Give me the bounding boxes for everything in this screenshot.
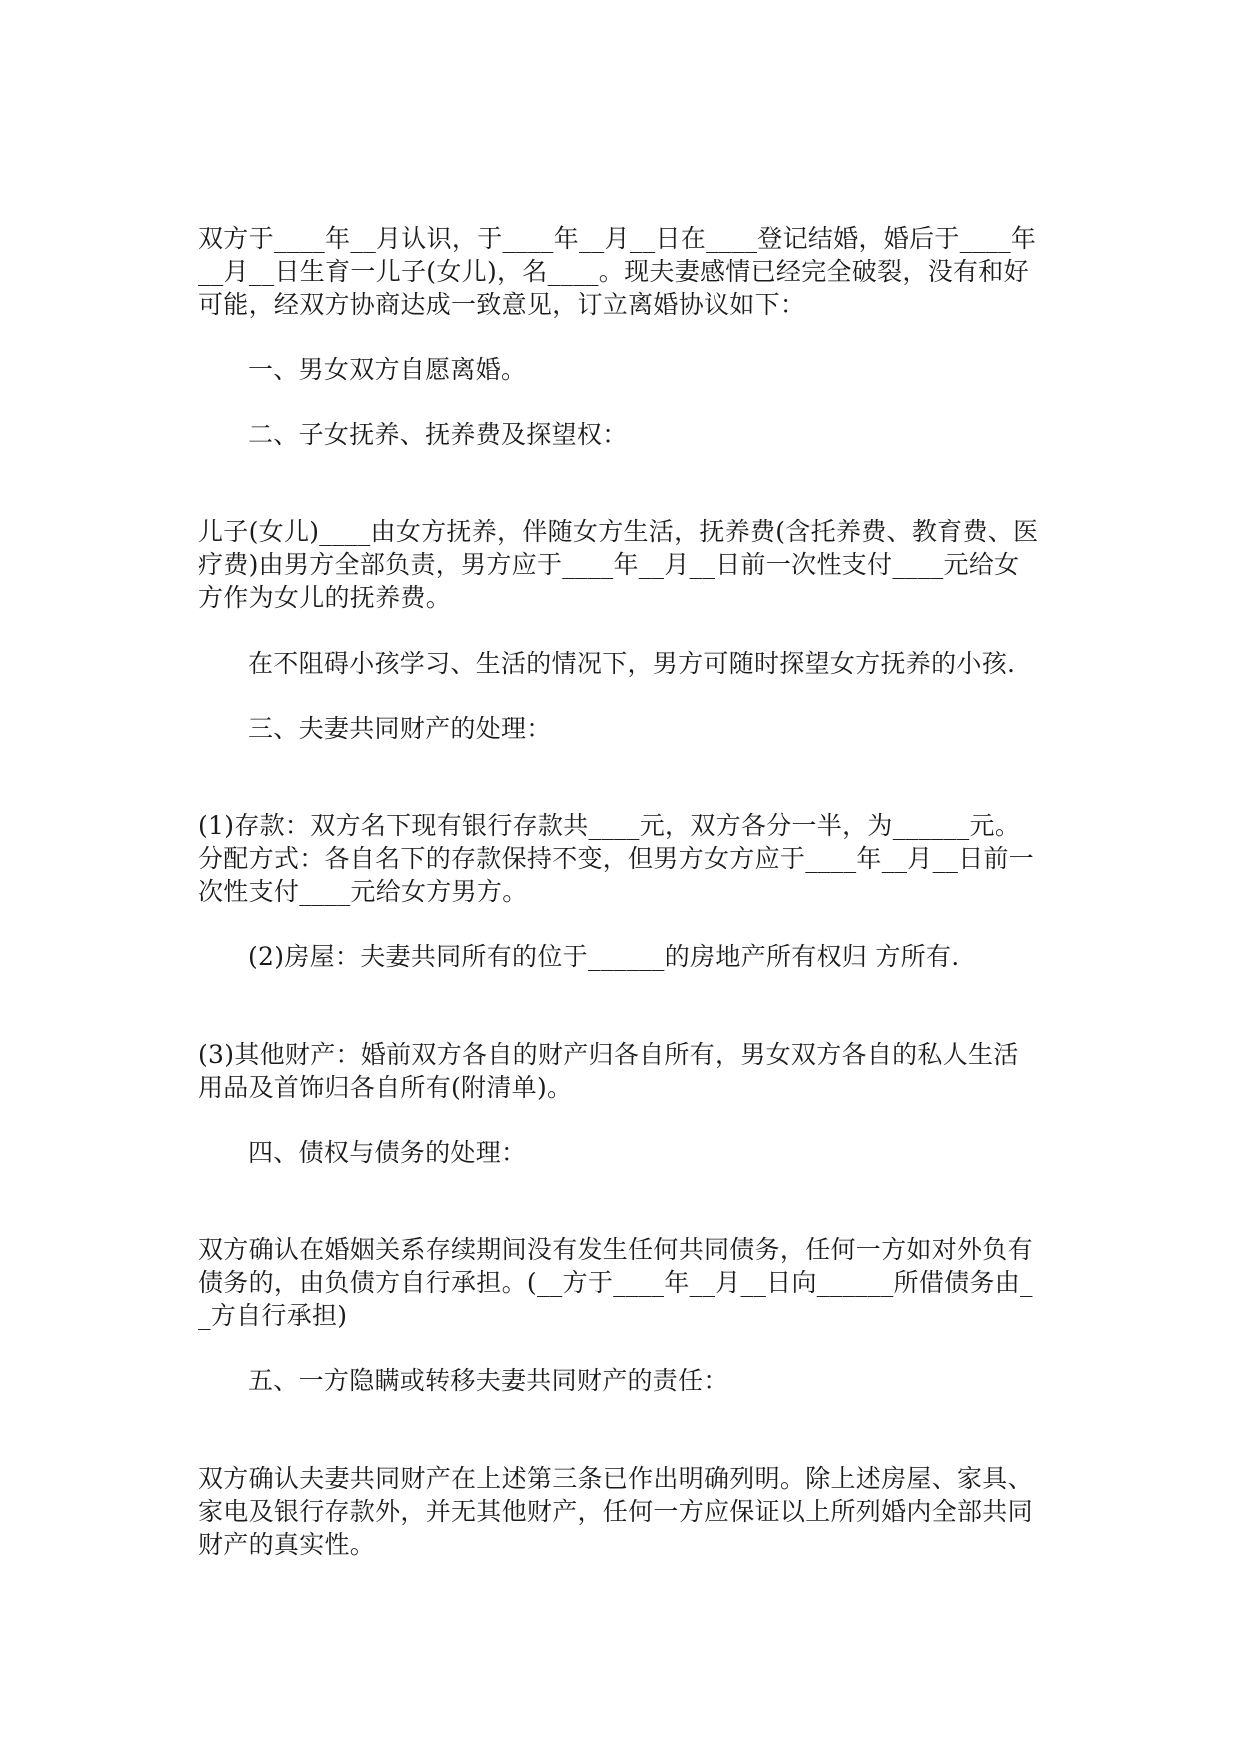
visitation-paragraph: 在不阻碍小孩学习、生活的情况下，男方可随时探望女方抚养的小孩.: [248, 649, 1016, 678]
other-property-paragraph: (3)其他财产：婚前双方各自的财产归各自所有，男女双方各自的私人生活用品及首饰归各自所有(附清单)。: [198, 1040, 1019, 1102]
property-confirmation-paragraph: 双方确认夫妻共同财产在上述第三条已作出明确列明。除上述房屋、家具、家电及银行存款外，并无其他财产，任何一方应保证以上所列婚内全部共同财产的真实性。: [198, 1464, 1033, 1559]
clause-5-heading: 五、一方隐瞒或转移夫妻共同财产的责任：: [248, 1366, 729, 1395]
clause-3-heading: 三、夫妻共同财产的处理：: [248, 714, 552, 743]
child-custody-paragraph: 儿子(女儿)____由女方抚养，伴随女方生活，抚养费(含托养费、教育费、医疗费)由男方全部负责，男方应于____年__月__日前一次性支付____元给女方作为女儿的抚养费。: [198, 517, 1039, 612]
savings-paragraph: (1)存款：双方名下现有银行存款共____元，双方各分一半，为______元。分配方式：各自名下的存款保持不变，但男方女方应于____年__月__日前一次性支付____元给女方男方。: [198, 811, 1035, 906]
clause-1-heading: 一、男女双方自愿离婚。: [248, 355, 527, 384]
intro-paragraph: 双方于____年__月认识，于____年__月__日在____登记结婚，婚后于____年__月__日生育一儿子(女儿)，名____。现夫妻感情已经完全破裂，没有和好可能，经双方协商达成一致意见，订立离婚协议如下：: [198, 224, 1037, 319]
clause-4-heading: 四、债权与债务的处理：: [248, 1138, 527, 1167]
house-paragraph: (2)房屋：夫妻共同所有的位于______的房地产所有权归 方所有.: [248, 942, 960, 971]
debt-paragraph: 双方确认在婚姻关系存续期间没有发生任何共同债务，任何一方如对外负有债务的，由负债方自行承担。(__方于____年__月__日向______所借债务由__方自行承担): [198, 1235, 1033, 1330]
clause-2-heading: 二、子女抚养、抚养费及探望权：: [248, 420, 628, 449]
